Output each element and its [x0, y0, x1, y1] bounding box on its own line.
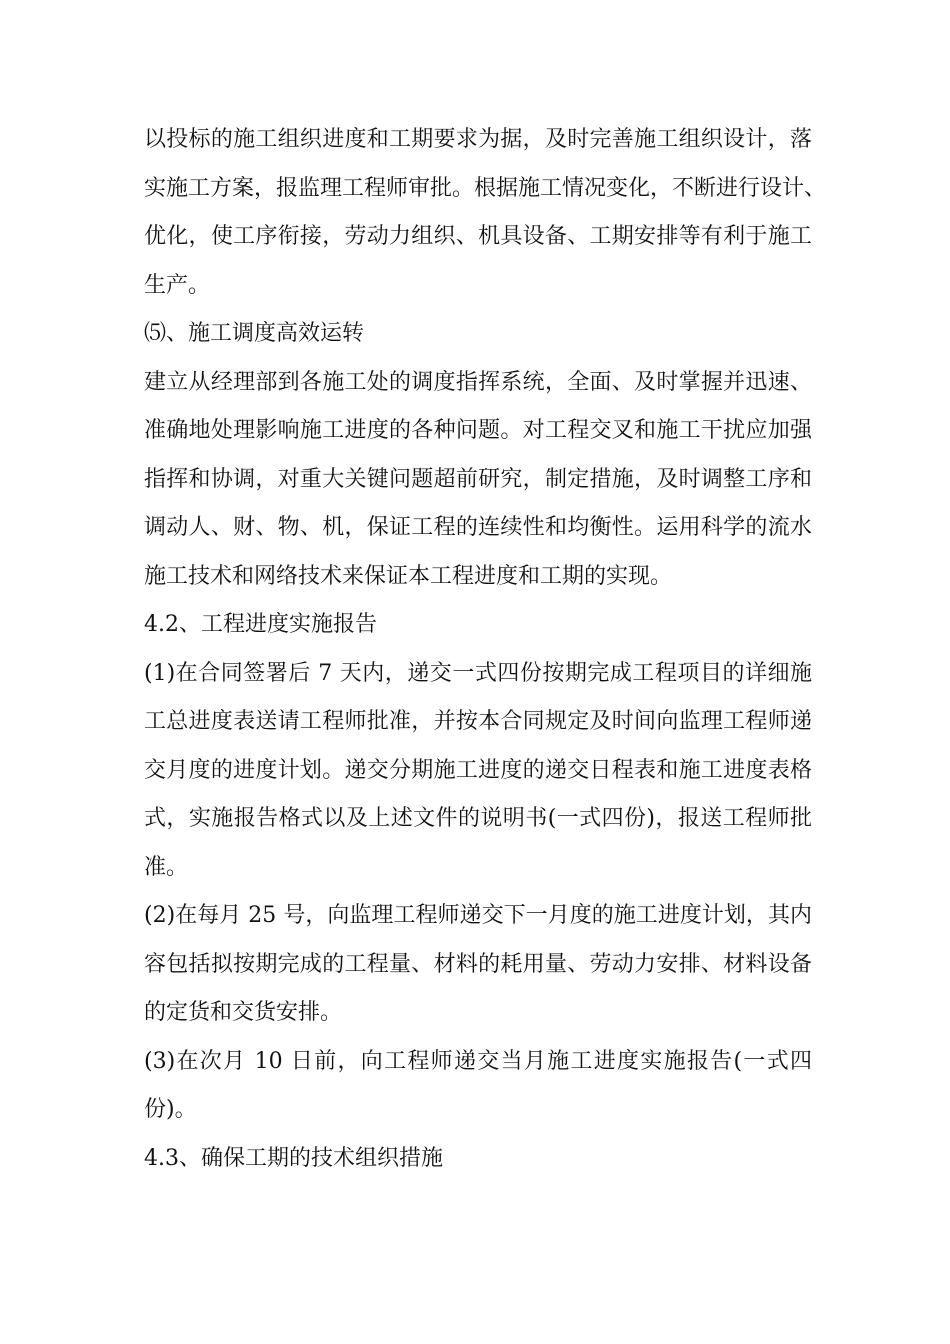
paragraph-line: 准。 — [144, 854, 189, 880]
section-heading: 4.3、确保工期的技术组织措施 — [144, 1145, 443, 1171]
paragraph-line: 实施工方案，报监理工程师审批。根据施工情况变化，不断进行设计、 — [144, 175, 827, 201]
paragraph-line: (1)在合同签署后 7 天内，递交一式四份按期完成工程项目的详细施 — [144, 660, 812, 686]
paragraph-line: 式，实施报告格式以及上述文件的说明书(一式四份)，报送工程师批 — [144, 806, 812, 831]
section-heading: 4.2、工程进度实施报告 — [144, 612, 377, 637]
paragraph-line: 施工技术和网络技术来保证本工程进度和工期的实现。 — [144, 563, 673, 589]
paragraph-line: 生产。 — [144, 272, 211, 298]
paragraph-line: 调动人、财、物、机，保证工程的连续性和均衡性。运用科学的流水 — [144, 515, 812, 540]
paragraph-line: 份)。 — [144, 1097, 197, 1122]
paragraph-line: 交月度的进度计划。递交分期施工进度的递交日程表和施工进度表格 — [144, 757, 812, 783]
paragraph-line: (2)在每月 25 号，向监理工程师递交下一月度的施工进度计划，其内 — [144, 903, 812, 928]
paragraph-line: 建立从经理部到各施工处的调度指挥系统，全面、及时掌握并迅速、 — [144, 369, 812, 395]
paragraph-line: 优化，使工序衔接，劳动力组织、机具设备、工期安排等有利于施工 — [144, 224, 812, 249]
paragraph-line: 容包括拟按期完成的工程量、材料的耗用量、劳动力安排、材料设备 — [144, 951, 812, 977]
paragraph-line: (3)在次月 10 日前，向工程师递交当月施工进度实施报告(一式四 — [144, 1048, 812, 1074]
paragraph-line: 指挥和协调，对重大关键问题超前研究，制定措施，及时调整工序和 — [144, 466, 812, 492]
paragraph-line: 工总进度表送请工程师批准，并按本合同规定及时间向监理工程师递 — [144, 709, 812, 734]
paragraph-line: 以投标的施工组织进度和工期要求为据，及时完善施工组织设计，落 — [144, 127, 812, 152]
paragraph-line: 准确地处理影响施工进度的各种问题。对工程交叉和施工干扰应加强 — [144, 418, 812, 443]
document-page — [144, 116, 827, 1183]
paragraph-line: 的定货和交货安排。 — [144, 1000, 343, 1025]
section-heading: ⑸、施工调度高效运转 — [144, 321, 365, 346]
